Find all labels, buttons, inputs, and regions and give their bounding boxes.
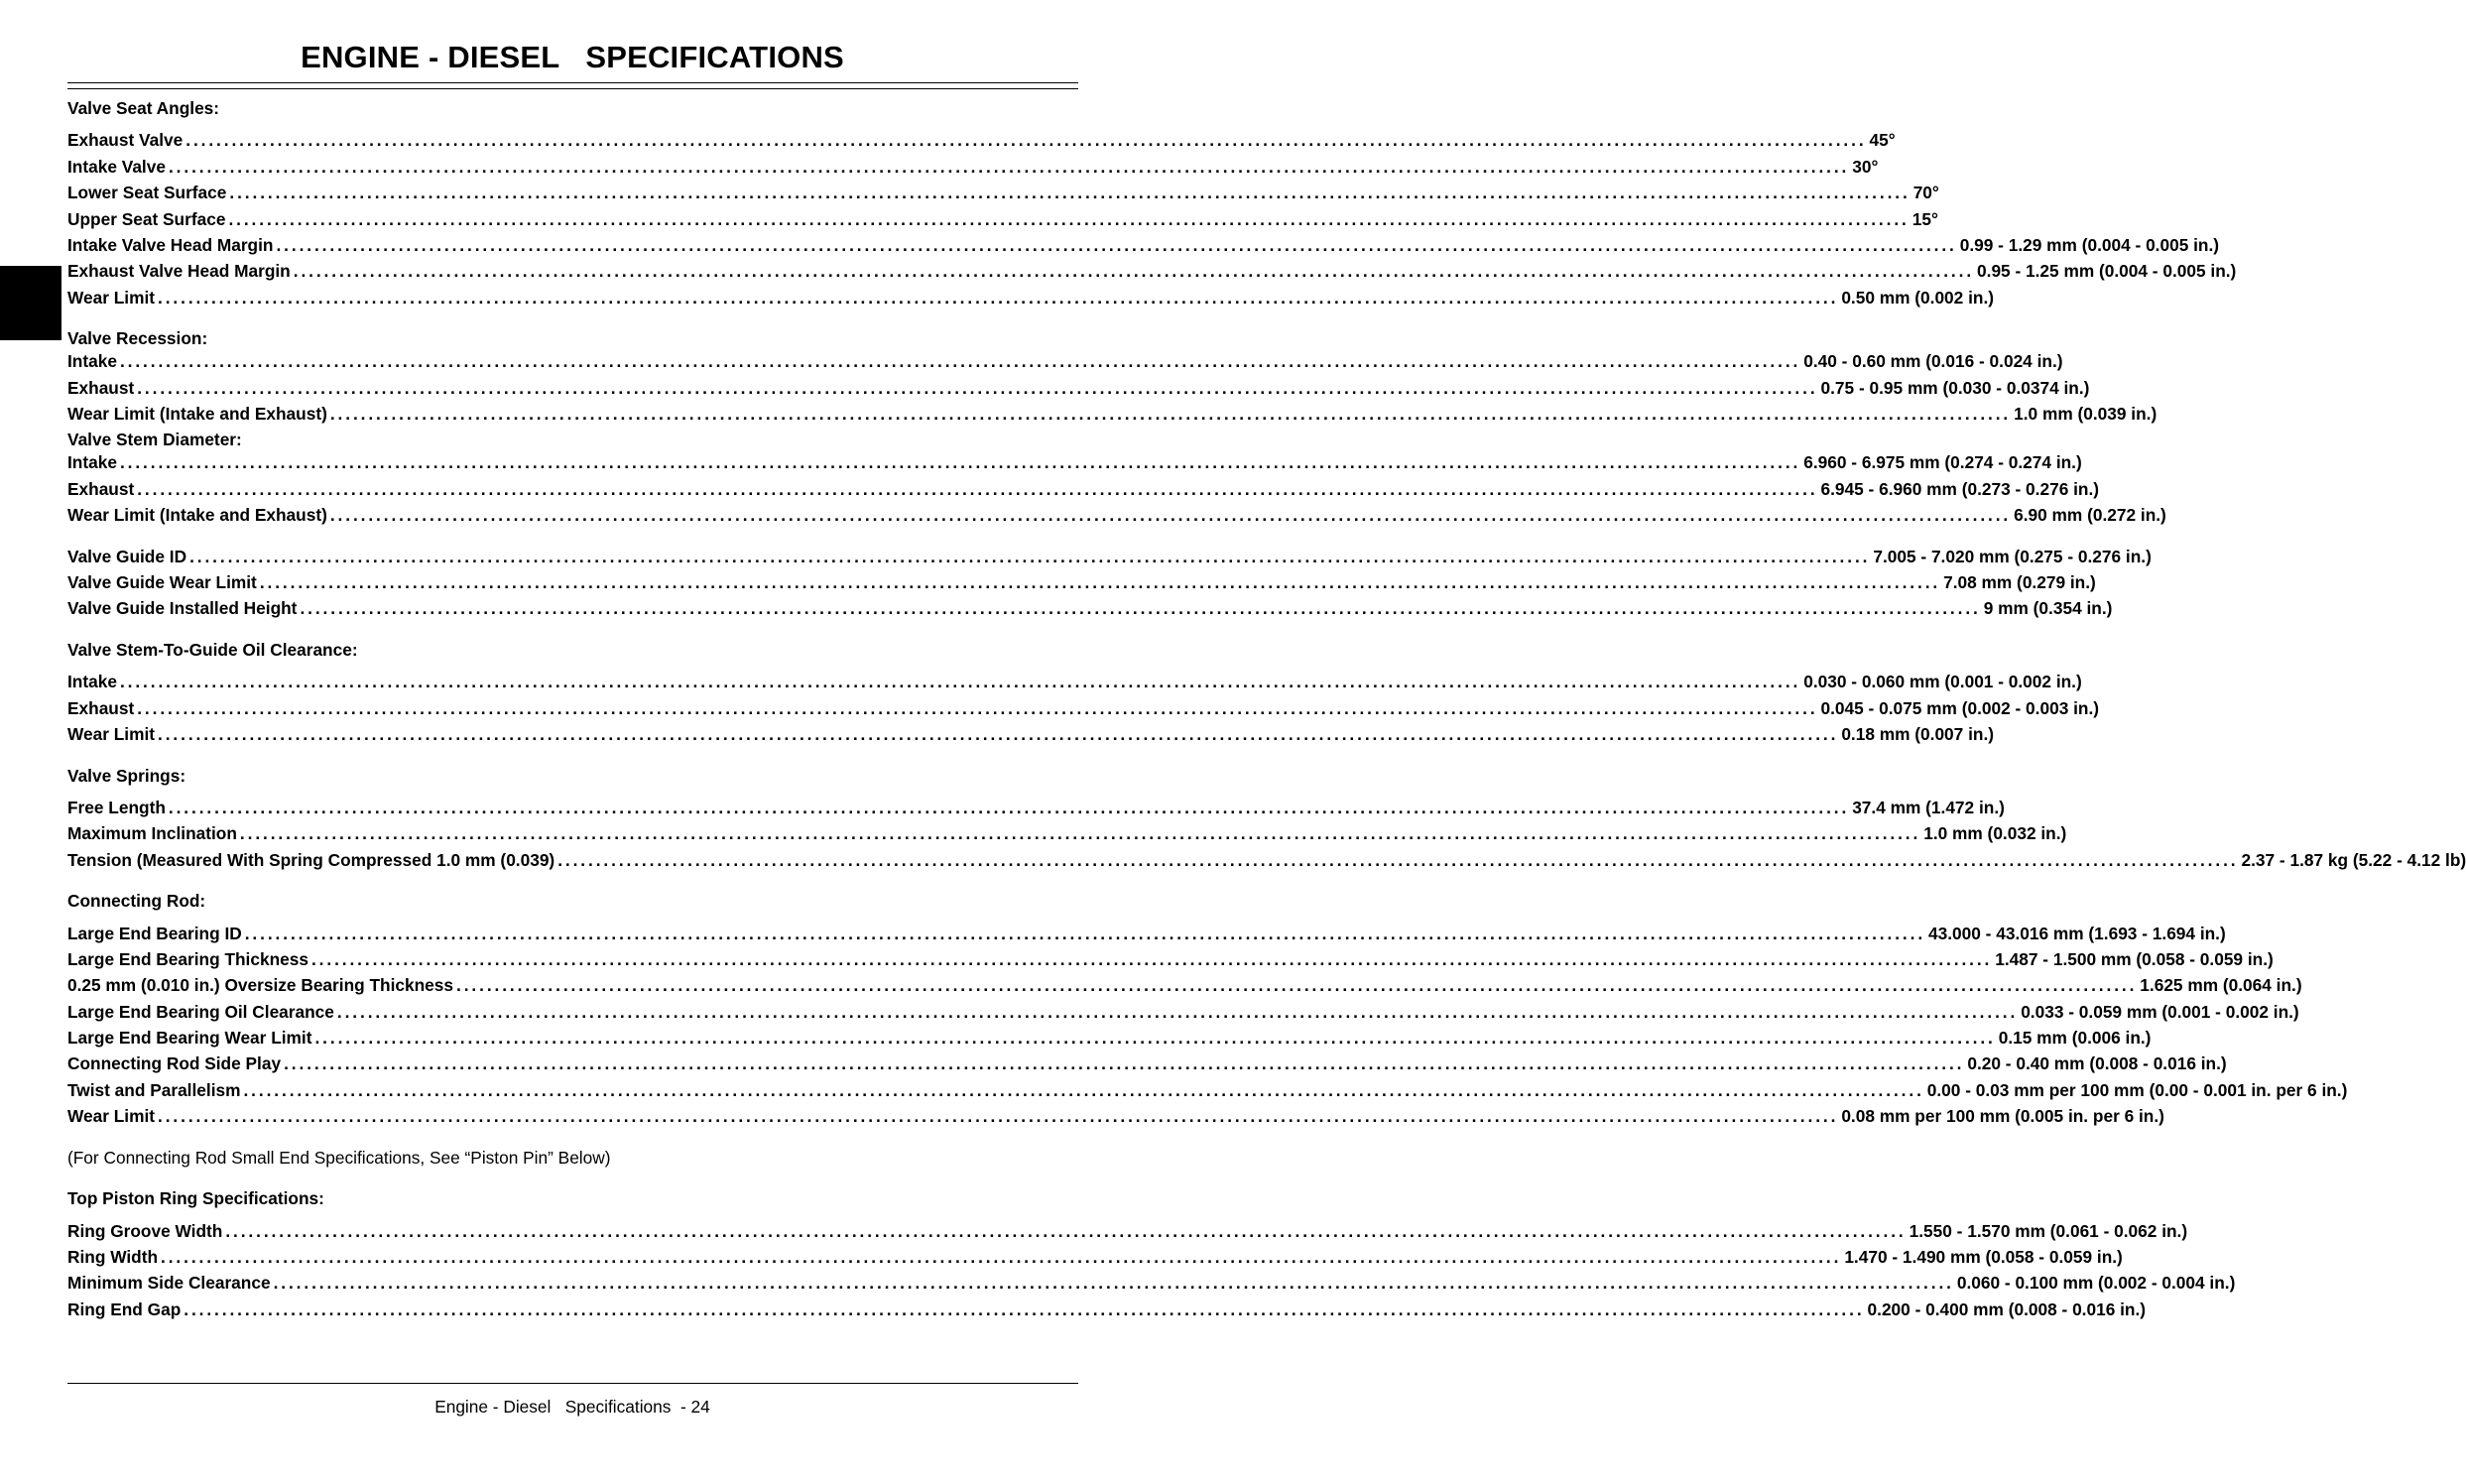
spec-row	[67, 208, 1938, 230]
spec-label: Wear Limit	[67, 1106, 156, 1126]
leader-dots: ............................................................................................................................................................................................................................	[119, 351, 1801, 371]
spec-row	[67, 923, 2226, 944]
spec-label: Connecting Rod Side Play	[67, 1053, 282, 1073]
spec-value: 6.90 mm (0.272 in.)	[2014, 505, 2166, 525]
spec-label: Large End Bearing Oil Clearance	[67, 1002, 334, 1022]
spec-label: Exhaust Valve	[67, 130, 184, 150]
spec-value: 1.470 - 1.490 mm (0.058 - 0.059 in.)	[1844, 1247, 2123, 1267]
spec-value: 0.00 - 0.03 mm per 100 mm (0.00 - 0.001 in. per 6 in.)	[1926, 1080, 2348, 1100]
spec-label: Free Length	[67, 798, 166, 817]
spec-label: Wear Limit	[67, 288, 156, 308]
spec-label: Valve Guide Wear Limit	[67, 572, 257, 592]
leader-dots: ............................................................................................................................................................................................................................	[158, 724, 1839, 744]
spec-row	[67, 571, 2096, 593]
spec-row	[67, 849, 2466, 871]
spec-label: Intake	[67, 452, 117, 472]
leader-dots: ............................................................................................................................................................................................................................	[293, 261, 1975, 281]
spec-value: 37.4 mm (1.472 in.)	[1852, 798, 2005, 817]
spec-value: 0.50 mm (0.002 in.)	[1841, 288, 1994, 308]
leader-dots: ............................................................................................................................................................................................................................	[276, 235, 1957, 255]
spec-row	[67, 1220, 2188, 1242]
spec-value: 0.75 - 0.95 mm (0.030 - 0.0374 in.)	[1820, 378, 2090, 398]
leader-dots: ............................................................................................................................................................................................................................	[243, 1080, 1924, 1100]
spec-row	[67, 948, 2274, 970]
spec-label: Exhaust	[67, 479, 135, 499]
spec-label: Large End Bearing Wear Limit	[67, 1028, 312, 1048]
spec-value: 6.945 - 6.960 mm (0.273 - 0.276 in.)	[1820, 479, 2100, 499]
spec-label: Minimum Side Clearance	[67, 1273, 271, 1293]
spec-row	[67, 182, 1939, 203]
leader-dots: ............................................................................................................................................................................................................................	[336, 1002, 2019, 1022]
spec-row	[67, 671, 2082, 692]
leader-dots: ............................................................................................................................................................................................................................	[137, 698, 1818, 718]
section-heading-valve-seat-angles: Valve Seat Angles:	[67, 98, 220, 118]
spec-value: 9 mm (0.354 in.)	[1983, 598, 2113, 618]
spec-value: 0.18 mm (0.007 in.)	[1841, 724, 1994, 744]
spec-label: Intake	[67, 351, 117, 371]
spec-label: Exhaust	[67, 378, 135, 398]
spec-row	[67, 156, 1879, 178]
spec-row	[67, 350, 2063, 372]
spec-row	[67, 451, 2082, 473]
spec-value: 0.08 mm per 100 mm (0.005 in. per 6 in.)	[1841, 1106, 2164, 1126]
spec-label: Intake Valve	[67, 157, 166, 177]
leader-dots: ............................................................................................................................................................................................................................	[137, 378, 1818, 398]
spec-value: 7.08 mm (0.279 in.)	[1943, 572, 2096, 592]
spec-value: 0.95 - 1.25 mm (0.004 - 0.005 in.)	[1977, 261, 2237, 281]
spec-label: Exhaust	[67, 698, 135, 718]
spec-row	[67, 377, 2090, 399]
spec-row	[67, 504, 2166, 526]
spec-label: Maximum Inclination	[67, 823, 237, 843]
spec-value: 1.0 mm (0.032 in.)	[1923, 823, 2067, 843]
section-tab-marker	[0, 266, 62, 340]
spec-label: Wear Limit	[67, 724, 156, 744]
spec-row	[67, 1246, 2123, 1268]
leader-dots: ............................................................................................................................................................................................................................	[310, 949, 1993, 969]
spec-row	[67, 1079, 2348, 1101]
spec-label: Valve Guide Installed Height	[67, 598, 298, 618]
leader-dots: ............................................................................................................................................................................................................................	[168, 157, 1850, 177]
leader-dots: ............................................................................................................................................................................................................................	[119, 452, 1801, 472]
leader-dots: ............................................................................................................................................................................................................................	[239, 823, 1921, 843]
spec-label: Valve Guide ID	[67, 547, 187, 566]
section-heading-valve-recession: Valve Recession:	[67, 328, 208, 348]
page-footer: Engine - Diesel Specifications - 24	[434, 1397, 710, 1417]
spec-value: 0.40 - 0.60 mm (0.016 - 0.024 in.)	[1803, 351, 2063, 371]
spec-value: 1.487 - 1.500 mm (0.058 - 0.059 in.)	[1995, 949, 2274, 969]
leader-dots: ............................................................................................................................................................................................................................	[137, 479, 1818, 499]
spec-value: 1.0 mm (0.039 in.)	[2014, 404, 2158, 424]
spec-label: Lower Seat Surface	[67, 183, 227, 202]
spec-row	[67, 597, 2113, 619]
spec-label: Wear Limit (Intake and Exhaust)	[67, 505, 327, 525]
spec-row	[67, 1105, 2164, 1127]
spec-label: Intake Valve Head Margin	[67, 235, 274, 255]
spec-row	[67, 260, 2237, 282]
spec-value: 30°	[1852, 157, 1879, 177]
spec-value: 2.37 - 1.87 kg (5.22 - 4.12 lb)	[2241, 850, 2466, 870]
spec-row	[67, 974, 2302, 996]
spec-value: 6.960 - 6.975 mm (0.274 - 0.274 in.)	[1803, 452, 2082, 472]
title-rule-bottom	[67, 88, 1078, 89]
leader-dots: ............................................................................................................................................................................................................................	[189, 547, 1871, 566]
spec-value: 0.030 - 0.060 mm (0.001 - 0.002 in.)	[1803, 672, 2082, 691]
spec-row	[67, 822, 2067, 844]
leader-dots: ............................................................................................................................................................................................................................	[225, 1221, 1907, 1241]
leader-dots: ............................................................................................................................................................................................................................	[228, 209, 1910, 229]
spec-label: Wear Limit (Intake and Exhaust)	[67, 404, 327, 424]
spec-row	[67, 403, 2158, 425]
leader-dots: ............................................................................................................................................................................................................................	[229, 183, 1911, 202]
leader-dots: ............................................................................................................................................................................................................................	[119, 672, 1801, 691]
footer-rule	[67, 1383, 1078, 1384]
spec-value: 0.045 - 0.075 mm (0.002 - 0.003 in.)	[1820, 698, 2100, 718]
spec-label: Large End Bearing Thickness	[67, 949, 308, 969]
spec-value: 45°	[1869, 130, 1896, 150]
piston-pin-note: (For Connecting Rod Small End Specifications, See “Piston Pin” Below)	[67, 1148, 611, 1168]
section-heading-valve-stem-to-guide: Valve Stem-To-Guide Oil Clearance:	[67, 640, 358, 660]
leader-dots: ............................................................................................................................................................................................................................	[557, 850, 2239, 870]
section-heading-top-piston-ring: Top Piston Ring Specifications:	[67, 1188, 324, 1208]
title-rule-top	[67, 82, 1078, 83]
spec-row	[67, 287, 1994, 309]
spec-value: 1.625 mm (0.064 in.)	[2140, 975, 2302, 995]
leader-dots: ............................................................................................................................................................................................................................	[184, 1299, 1865, 1319]
section-heading-valve-springs: Valve Springs:	[67, 766, 186, 786]
leader-dots: ............................................................................................................................................................................................................................	[329, 505, 2012, 525]
leader-dots: ............................................................................................................................................................................................................................	[158, 1106, 1839, 1126]
spec-value: 0.033 - 0.059 mm (0.001 - 0.002 in.)	[2021, 1002, 2299, 1022]
spec-label: Tension (Measured With Spring Compressed 1.0 mm (0.039)	[67, 850, 555, 870]
spec-row	[67, 797, 2005, 818]
spec-value: 0.15 mm (0.006 in.)	[1998, 1028, 2152, 1048]
spec-row	[67, 478, 2100, 500]
leader-dots: ............................................................................................................................................................................................................................	[456, 975, 2138, 995]
spec-label: Exhaust Valve Head Margin	[67, 261, 291, 281]
leader-dots: ............................................................................................................................................................................................................................	[273, 1273, 1954, 1293]
spec-row	[67, 1052, 2227, 1074]
leader-dots: ............................................................................................................................................................................................................................	[259, 572, 1941, 592]
spec-value: 0.20 - 0.40 mm (0.008 - 0.016 in.)	[1967, 1053, 2227, 1073]
spec-label: Twist and Parallelism	[67, 1080, 241, 1100]
leader-dots: ............................................................................................................................................................................................................................	[300, 598, 1981, 618]
spec-value: 0.99 - 1.29 mm (0.004 - 0.005 in.)	[1959, 235, 2220, 255]
spec-label: Upper Seat Surface	[67, 209, 226, 229]
leader-dots: ............................................................................................................................................................................................................................	[161, 1247, 1842, 1267]
spec-row	[67, 129, 1896, 151]
leader-dots: ............................................................................................................................................................................................................................	[244, 924, 1926, 943]
spec-value: 0.060 - 0.100 mm (0.002 - 0.004 in.)	[1956, 1273, 2236, 1293]
spec-label: Ring Groove Width	[67, 1221, 223, 1241]
spec-value: 70°	[1912, 183, 1939, 202]
spec-row	[67, 546, 2152, 567]
spec-label: Ring Width	[67, 1247, 159, 1267]
spec-value: 43.000 - 43.016 mm (1.693 - 1.694 in.)	[1928, 924, 2226, 943]
page-title: ENGINE - DIESEL SPECIFICATIONS	[301, 40, 844, 74]
spec-row	[67, 1298, 2147, 1320]
spec-row	[67, 1027, 2152, 1049]
spec-label: Large End Bearing ID	[67, 924, 242, 943]
spec-value: 7.005 - 7.020 mm (0.275 - 0.276 in.)	[1873, 547, 2152, 566]
section-heading-valve-stem-diameter: Valve Stem Diameter:	[67, 430, 242, 449]
leader-dots: ............................................................................................................................................................................................................................	[168, 798, 1850, 817]
spec-row	[67, 1001, 2299, 1023]
spec-label: Ring End Gap	[67, 1299, 182, 1319]
spec-label: Intake	[67, 672, 117, 691]
leader-dots: ............................................................................................................................................................................................................................	[314, 1028, 1996, 1048]
spec-row	[67, 1272, 2236, 1294]
spec-row	[67, 723, 1994, 745]
spec-value: 1.550 - 1.570 mm (0.061 - 0.062 in.)	[1909, 1221, 2188, 1241]
spec-row	[67, 697, 2100, 719]
spec-label: 0.25 mm (0.010 in.) Oversize Bearing Thickness	[67, 975, 454, 995]
leader-dots: ............................................................................................................................................................................................................................	[185, 130, 1867, 150]
spec-value: 15°	[1911, 209, 1938, 229]
spec-value: 0.200 - 0.400 mm (0.008 - 0.016 in.)	[1867, 1299, 2147, 1319]
leader-dots: ............................................................................................................................................................................................................................	[329, 404, 2012, 424]
spec-row	[67, 234, 2220, 256]
leader-dots: ............................................................................................................................................................................................................................	[158, 288, 1839, 308]
section-heading-connecting-rod: Connecting Rod:	[67, 891, 206, 911]
leader-dots: ............................................................................................................................................................................................................................	[284, 1053, 1965, 1073]
